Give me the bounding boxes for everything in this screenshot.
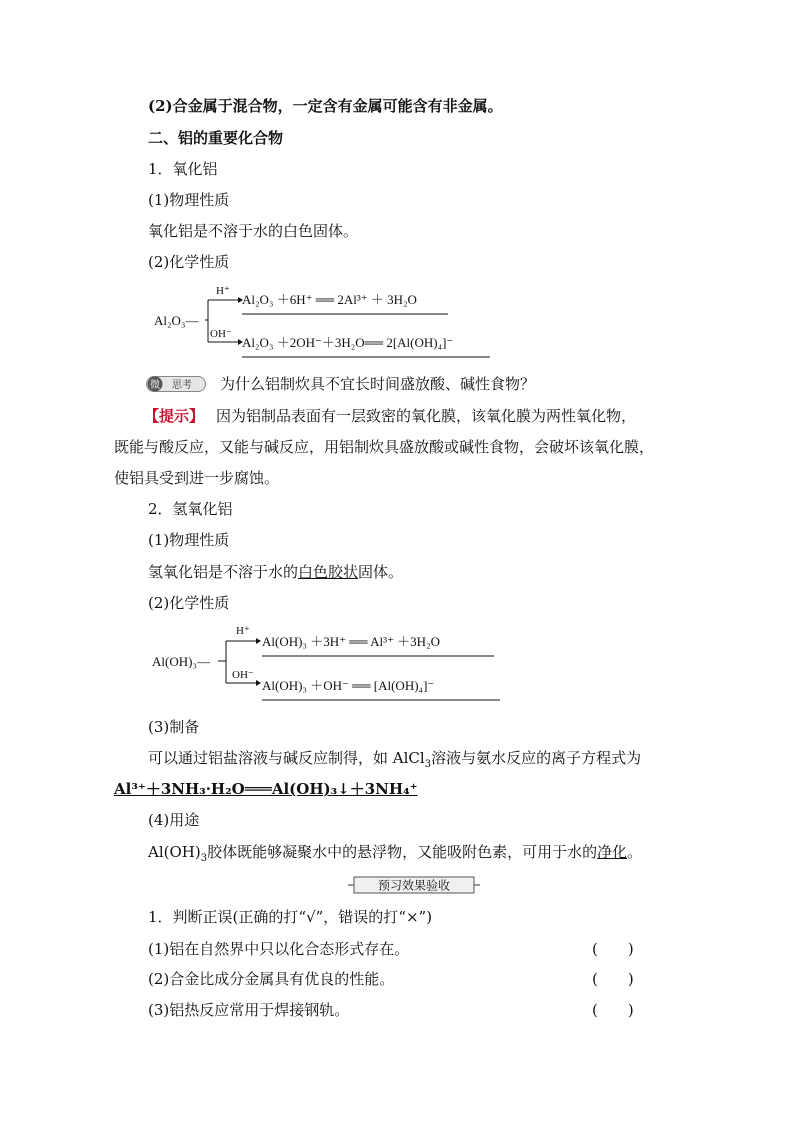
hint-first-line [144, 406, 636, 426]
uses-sub: 3 [200, 853, 208, 864]
question-1: 1．判断正误(正确的打“√”，错误的打“×”) [148, 908, 433, 926]
subheading-hydroxide: 2．氢氧化铝 [148, 500, 233, 518]
think-question: 为什么铝制炊具不宜长时间盛放酸、碱性食物？ [220, 375, 536, 393]
diagram1-top-equation: Al₂O₃ ＋6H⁺ ══ 2Al³⁺ ＋ 3H₂O [242, 292, 417, 307]
diagram1-reactant: Al₂O₃— [154, 313, 199, 328]
question-1-3: (3)铝热反应常用于焊接钢轨。 [148, 1001, 350, 1019]
uses-text-a: Al(OH) [148, 843, 201, 861]
section-heading-compounds: 二、铝的重要化合物 [148, 129, 284, 147]
hydroxide-physical-answer: 白色胶状 [298, 563, 359, 581]
hint-text-3: 使铝具受到进一步腐蚀。 [114, 469, 280, 487]
diagram2-top-equation: Al(OH)₃ ＋3H⁺ ══ Al³⁺ ＋3H₂O [262, 634, 440, 649]
hint-text-1: 因为铝制品表面有一层致密的氧化膜，该氧化膜为两性氧化物， [216, 407, 637, 425]
label-chemical-2: (2)化学性质 [148, 594, 230, 612]
hydroxide-physical-text [148, 562, 403, 582]
preparation-sub: 3 [424, 759, 432, 770]
hint-label: 【提示】 [144, 407, 205, 425]
answer-paren-2[interactable]: ( ) [592, 970, 634, 988]
uses-answer: 净化 [597, 843, 628, 861]
section-banner [348, 876, 480, 894]
diagram2-reactant: Al(OH)₃— [152, 654, 210, 669]
alumina-reaction-diagram [148, 280, 508, 362]
hydroxide-physical-c: 固体。 [358, 563, 404, 581]
uses-text-b: 胶体既能够凝聚水中的悬浮物，又能吸附色素，可用于水的 [207, 843, 598, 861]
section-banner-title: 预习效果验收 [377, 878, 451, 893]
ionic-equation-answer: Al³⁺＋3NH₃·H₂O═══Al(OH)₃↓＋3NH₄⁺ [114, 780, 418, 798]
diagram1-bottom-equation: Al₂O₃ ＋2OH⁻＋3H₂O══ 2[Al(OH)₄]⁻ [242, 335, 454, 350]
uses-text [148, 842, 642, 862]
subheading-alumina: 1．氧化铝 [148, 160, 218, 178]
preparation-text [148, 748, 641, 768]
answer-paren-1[interactable]: ( ) [592, 940, 634, 958]
think-badge [146, 376, 206, 392]
diagram2-top-reagent: H⁺ [236, 625, 250, 637]
question-1-2: (2)合金比成分金属具有优良的性能。 [148, 970, 395, 988]
label-chemical-1: (2)化学性质 [148, 253, 230, 271]
hint-text-2: 既能与酸反应，又能与碱反应，用铝制炊具盛放酸或碱性食物，会破坏该氧化膜， [114, 438, 655, 456]
hydroxide-physical-a: 氢氧化铝是不溶于水的 [148, 563, 299, 581]
question-1-1: (1)铝在自然界中只以化合态形式存在。 [148, 940, 410, 958]
preparation-text-b: 溶液与氨水反应的离子方程式为 [431, 749, 642, 767]
diagram1-top-reagent: H⁺ [216, 285, 230, 297]
think-badge-left: 微 [150, 380, 160, 391]
label-uses: (4)用途 [148, 811, 200, 829]
answer-paren-3[interactable]: ( ) [592, 1001, 634, 1019]
think-badge-right: 思考 [172, 380, 192, 391]
diagram2-bottom-reagent: OH⁻ [232, 669, 254, 681]
diagram1-bottom-reagent: OH⁻ [210, 328, 232, 340]
hydroxide-reaction-diagram [148, 620, 508, 706]
label-physical-2: (1)物理性质 [148, 531, 230, 549]
label-preparation: (3)制备 [148, 718, 200, 736]
line-alloy-note: (2)合金属于混合物，一定含有金属可能含有非金属。 [148, 97, 503, 115]
diagram2-bottom-equation: Al(OH)₃ ＋OH⁻ ══ [Al(OH)₄]⁻ [262, 678, 435, 693]
alumina-physical-text: 氧化铝是不溶于水的白色固体。 [148, 222, 359, 240]
preparation-text-a: 可以通过铝盐溶液与碱反应制得，如 AlCl [148, 749, 425, 767]
label-physical-1: (1)物理性质 [148, 191, 230, 209]
uses-text-end: 。 [627, 843, 643, 861]
